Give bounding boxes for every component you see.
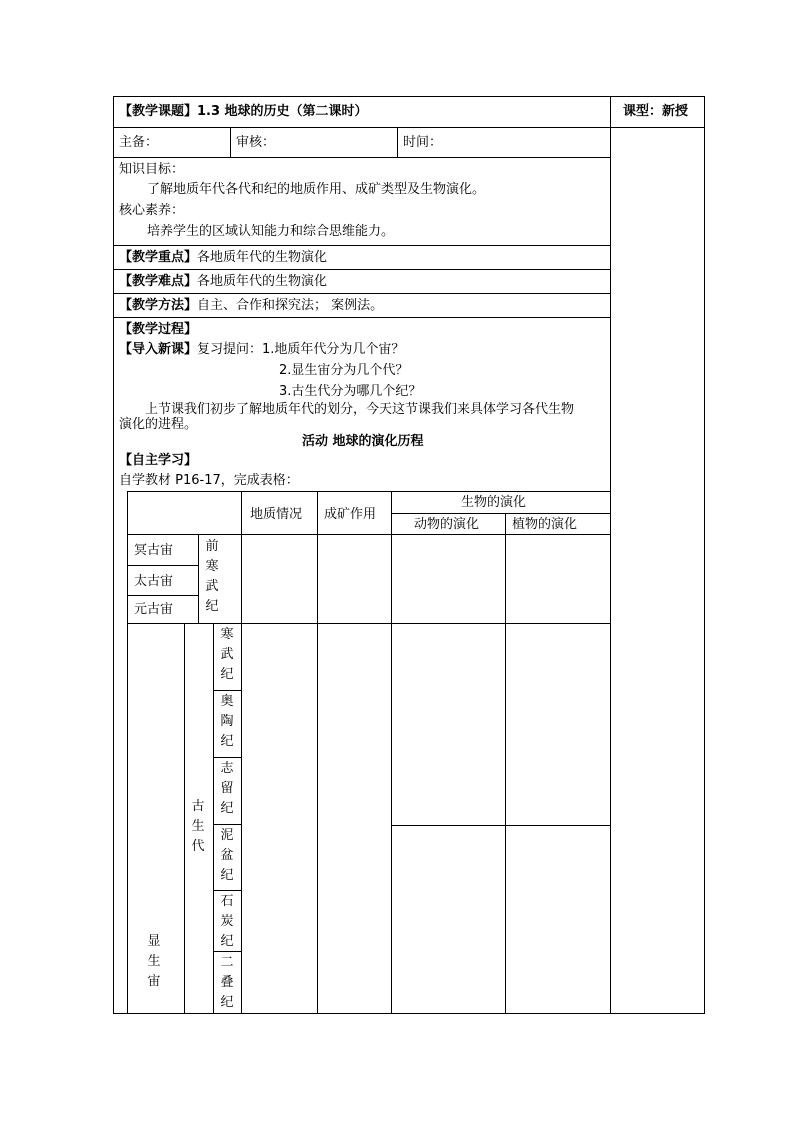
right-column-divider	[610, 96, 611, 1014]
period-cambrian: 寒武纪	[220, 627, 234, 682]
table-period-line	[213, 824, 241, 825]
eon-hadean: 冥古宙	[134, 543, 174, 558]
eon-proterozoic: 元古宙	[134, 602, 174, 617]
table-eon-line	[127, 565, 198, 566]
period-carboniferous: 石炭纪	[220, 894, 234, 949]
knowledge-goal-label: 知识目标：	[119, 162, 185, 177]
period-silurian: 志留纪	[220, 761, 234, 816]
literacy-goal-text: 培养学生的区域认知能力和综合思维能力。	[147, 224, 395, 239]
period-permian: 二叠纪	[220, 955, 234, 1010]
difficulty-row	[119, 274, 327, 290]
intro-question-2: 2.显生宙分为几个代？	[279, 363, 409, 378]
difficulty-text: 各地质年代的生物演化	[197, 274, 328, 289]
col-mineral-header: 成矿作用	[324, 507, 377, 522]
method-text: 自主、合作和探究法； 案例法。	[197, 298, 384, 313]
table-period-line	[213, 890, 241, 891]
table-bio-split	[391, 825, 611, 826]
row-divider	[113, 269, 611, 270]
col-plant-header: 植物的演化	[512, 517, 578, 532]
intro-question-3: 3.古生代分为哪几个纪？	[279, 384, 422, 399]
self-study-text: 自学教材 P16-17，完成表格：	[119, 473, 299, 488]
col-divider	[230, 127, 231, 157]
table-left-line	[127, 491, 128, 1014]
phanerozoic-label: 显生宙	[147, 934, 161, 989]
key-point-label: 【教学重点】	[119, 250, 198, 265]
col-animal-header: 动物的演化	[414, 517, 480, 532]
table-col-line	[505, 513, 506, 1014]
table-col-line	[317, 491, 318, 1014]
method-label: 【教学方法】	[119, 298, 198, 313]
intro-question-1: 复习提问：1.地质年代分为几个宙？	[197, 342, 405, 357]
activity-title: 活动 地球的演化历程	[302, 434, 424, 449]
preparer-label: 主备：	[119, 135, 159, 150]
col-divider	[397, 127, 398, 157]
row-divider	[113, 317, 611, 318]
intro-paragraph-line-2: 演化的进程。	[119, 417, 198, 432]
row-divider	[113, 127, 705, 128]
intro-label: 【导入新课】	[119, 342, 198, 357]
table-col-line	[391, 491, 392, 1014]
process-label: 【教学过程】	[119, 322, 198, 337]
time-label: 时间：	[403, 135, 443, 150]
table-eon-divider	[198, 534, 199, 623]
row-divider	[113, 245, 611, 246]
knowledge-goal-text: 了解地质年代各代和纪的地质作用、成矿类型及生物演化。	[147, 182, 486, 197]
precambrian-label: 前寒武纪	[205, 539, 219, 614]
self-study-label: 【自主学习】	[119, 453, 198, 468]
table-period-line	[213, 757, 241, 758]
col-bio-header: 生物的演化	[461, 495, 527, 510]
period-devonian: 泥盆纪	[220, 828, 234, 883]
col-geology-header: 地质情况	[250, 507, 303, 522]
row-divider	[113, 157, 611, 158]
table-period-line	[213, 690, 241, 691]
table-era-divider	[184, 623, 185, 1014]
method-row	[119, 298, 383, 314]
table-precambrian-bottom	[127, 623, 611, 624]
table-header-bottom	[127, 534, 611, 535]
intro-row	[119, 342, 404, 358]
table-col-line	[241, 491, 242, 1014]
table-top-line	[127, 491, 611, 492]
table-eon-line	[127, 595, 198, 596]
intro-paragraph-line-1: 上节课我们初步了解地质年代的划分，今天这节课我们来具体学习各代生物	[145, 402, 575, 417]
lesson-plan-page	[113, 96, 706, 1015]
row-divider	[113, 293, 611, 294]
period-ordovician: 奥陶纪	[220, 694, 234, 749]
table-period-divider	[213, 623, 214, 1014]
key-point-row	[119, 250, 327, 266]
paleozoic-label: 古生代	[191, 799, 205, 854]
literacy-goal-label: 核心素养：	[119, 203, 185, 218]
lesson-topic: 【教学课题】1.3 地球的历史（第二课时）	[119, 104, 368, 119]
eon-archean: 太古宙	[134, 574, 174, 589]
key-point-text: 各地质年代的生物演化	[197, 250, 328, 265]
lesson-type: 课型：新授	[623, 104, 689, 119]
reviewer-label: 审核：	[236, 135, 276, 150]
table-header-split	[391, 513, 611, 514]
difficulty-label: 【教学难点】	[119, 274, 198, 289]
